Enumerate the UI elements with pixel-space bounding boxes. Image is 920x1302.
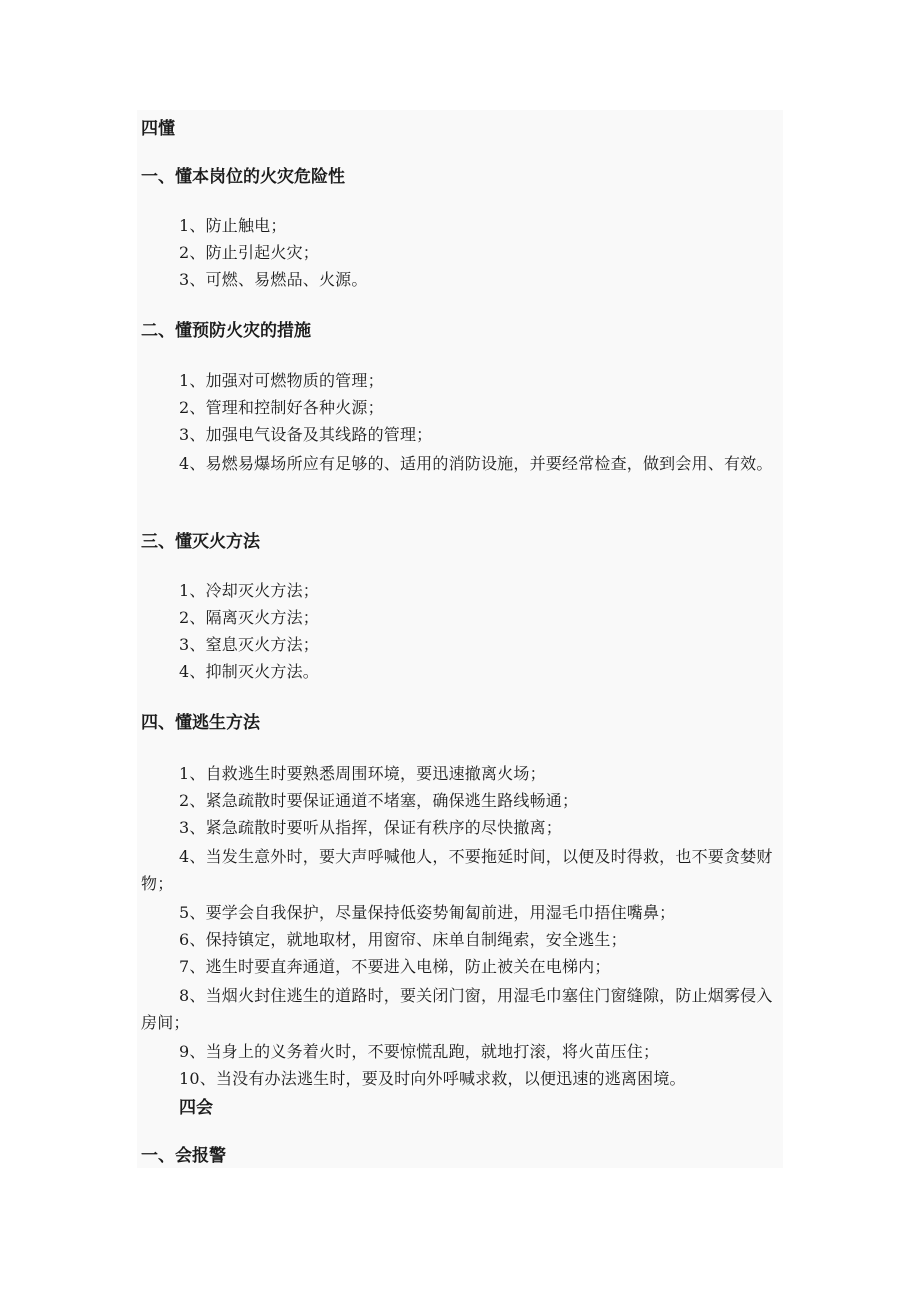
list-item: 8、当烟火封住逃生的道路时，要关闭门窗，用湿毛巾塞住门窗缝隙，防止烟雾侵入房间； [141,986,773,1032]
subtitle: 四会 [179,1098,213,1118]
list-item: 2、防止引起火灾； [179,243,319,262]
list-item: 1、冷却灭火方法； [179,581,319,600]
list-item: 1、防止触电； [179,216,287,235]
list-item: 10、当没有办法逃生时，要及时向外呼喊求救，以便迅速的逃离困境。 [179,1069,686,1088]
list-item: 6、保持镇定，就地取材，用窗帘、床单自制绳索，安全逃生； [179,930,627,949]
list-item: 3、紧急疏散时要听从指挥，保证有秩序的尽快撤离； [179,818,562,837]
list-item: 9、当身上的义务着火时，不要惊慌乱跑，就地打滚，将火苗压住； [179,1042,660,1061]
list-item: 4、当发生意外时，要大声呼喊他人，不要拖延时间，以便及时得救，也不要贪婪财物； [141,847,773,893]
list-item: 1、加强对可燃物质的管理； [179,371,384,390]
section-heading: 二、懂预防火灾的措施 [141,321,311,341]
list-item: 3、窒息灭火方法； [179,635,319,654]
list-item: 3、可燃、易燃品、火源。 [179,270,368,289]
section-heading: 一、会报警 [141,1146,226,1166]
section-heading: 四、懂逃生方法 [141,713,260,733]
list-item: 4、抑制灭火方法。 [179,662,319,681]
list-item: 7、逃生时要直奔通道，不要进入电梯，防止被关在电梯内； [179,957,611,976]
section-heading: 一、懂本岗位的火灾危险性 [141,167,345,187]
list-item: 4、易燃易爆场所应有足够的、适用的消防设施，并要经常检查，做到会用、有效。 [179,454,773,473]
list-item: 3、加强电气设备及其线路的管理； [179,425,433,444]
list-item: 1、自救逃生时要熟悉周围环境，要迅速撤离火场； [179,764,546,783]
list-item: 2、管理和控制好各种火源； [179,398,384,417]
list-item: 2、隔离灭火方法； [179,608,319,627]
list-item: 2、紧急疏散时要保证通道不堵塞，确保逃生路线畅通； [179,791,579,810]
doc-title: 四懂 [141,119,175,139]
section-heading: 三、懂灭火方法 [141,532,260,552]
list-item: 5、要学会自我保护，尽量保持低姿势匍匐前进，用湿毛巾捂住嘴鼻； [179,903,676,922]
document-body [137,110,783,1168]
